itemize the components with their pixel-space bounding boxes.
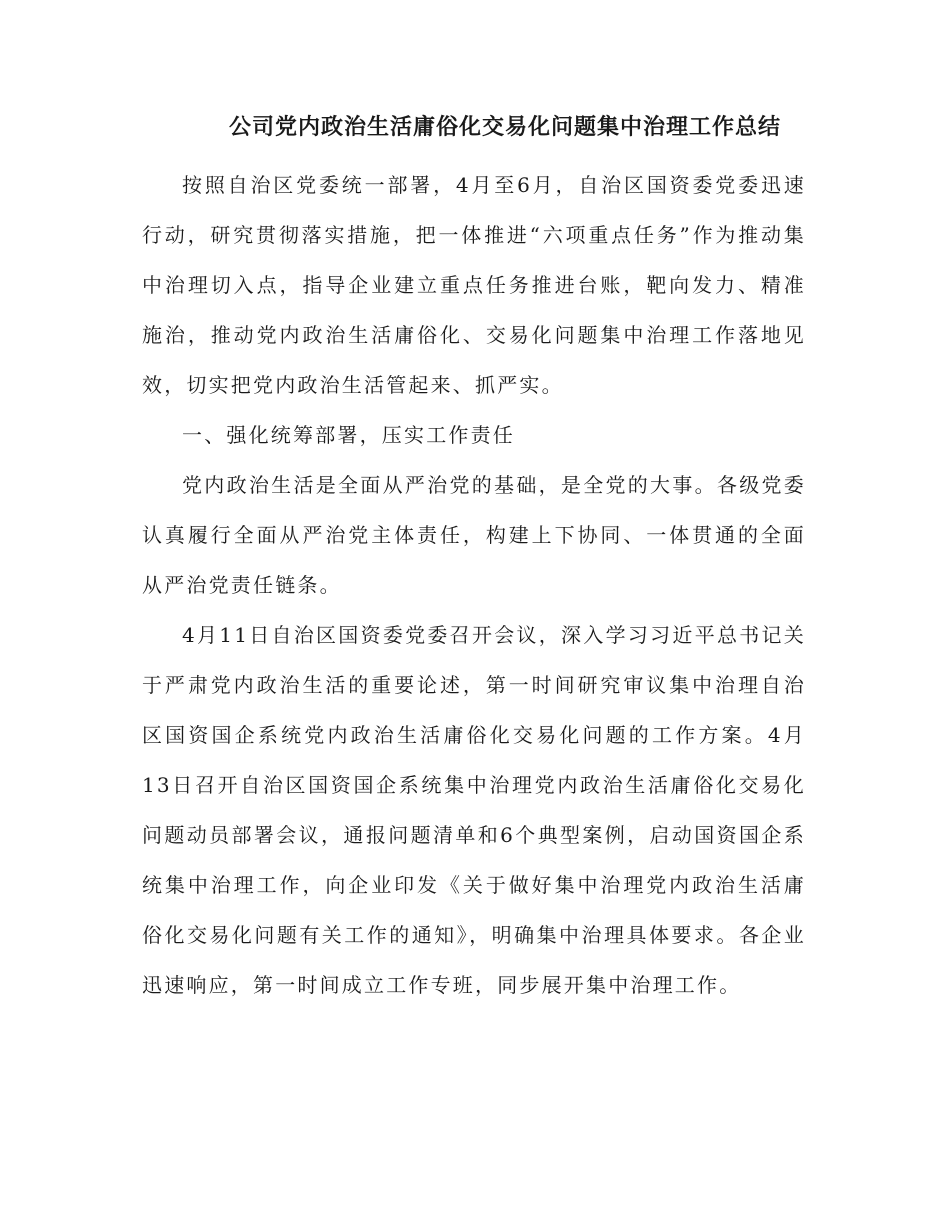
paragraph-intro: 按照自治区党委统一部署，4月至6月，自治区国资委党委迅速行动，研究贯彻落实措施，把一体推进“六项重点任务”作为推动集中治理切入点，指导企业建立重点任务推进台账，靶向发力、精准施治，推动党内政治生活庸俗化、交易化问题集中治理工作落地见效，切实把党内政治生活管起来、抓严实。 xyxy=(142,173,806,397)
section-heading: 一、强化统筹部署，压实工作责任 xyxy=(182,423,515,447)
document-title: 公司党内政治生活庸俗化交易化问题集中治理工作总结 xyxy=(228,114,781,140)
paragraph-meeting: 4月11日自治区国资委党委召开会议，深入学习习近平总书记关于严肃党内政治生活的重要论述，第一时间研究审议集中治理自治区国资国企系统党内政治生活庸俗化交易化问题的工作方案。4月13日召开自治区国资国企系统集中治理党内政治生活庸俗化交易化问题动员部署会议，通报问题清单和6个典型案例，启动国资国企系统集中治理工作，向企业印发《关于做好集中治理党内政治生活庸俗化交易化问题有关工作的通知》，明确集中治理具体要求。各企业迅速响应，第一时间成立工作专班，同步展开集中治理工作。 xyxy=(142,623,806,997)
document-body xyxy=(142,160,806,1010)
paragraph-responsibility: 党内政治生活是全面从严治党的基础，是全党的大事。各级党委认真履行全面从严治党主体责任，构建上下协同、一体贯通的全面从严治党责任链条。 xyxy=(142,473,806,597)
